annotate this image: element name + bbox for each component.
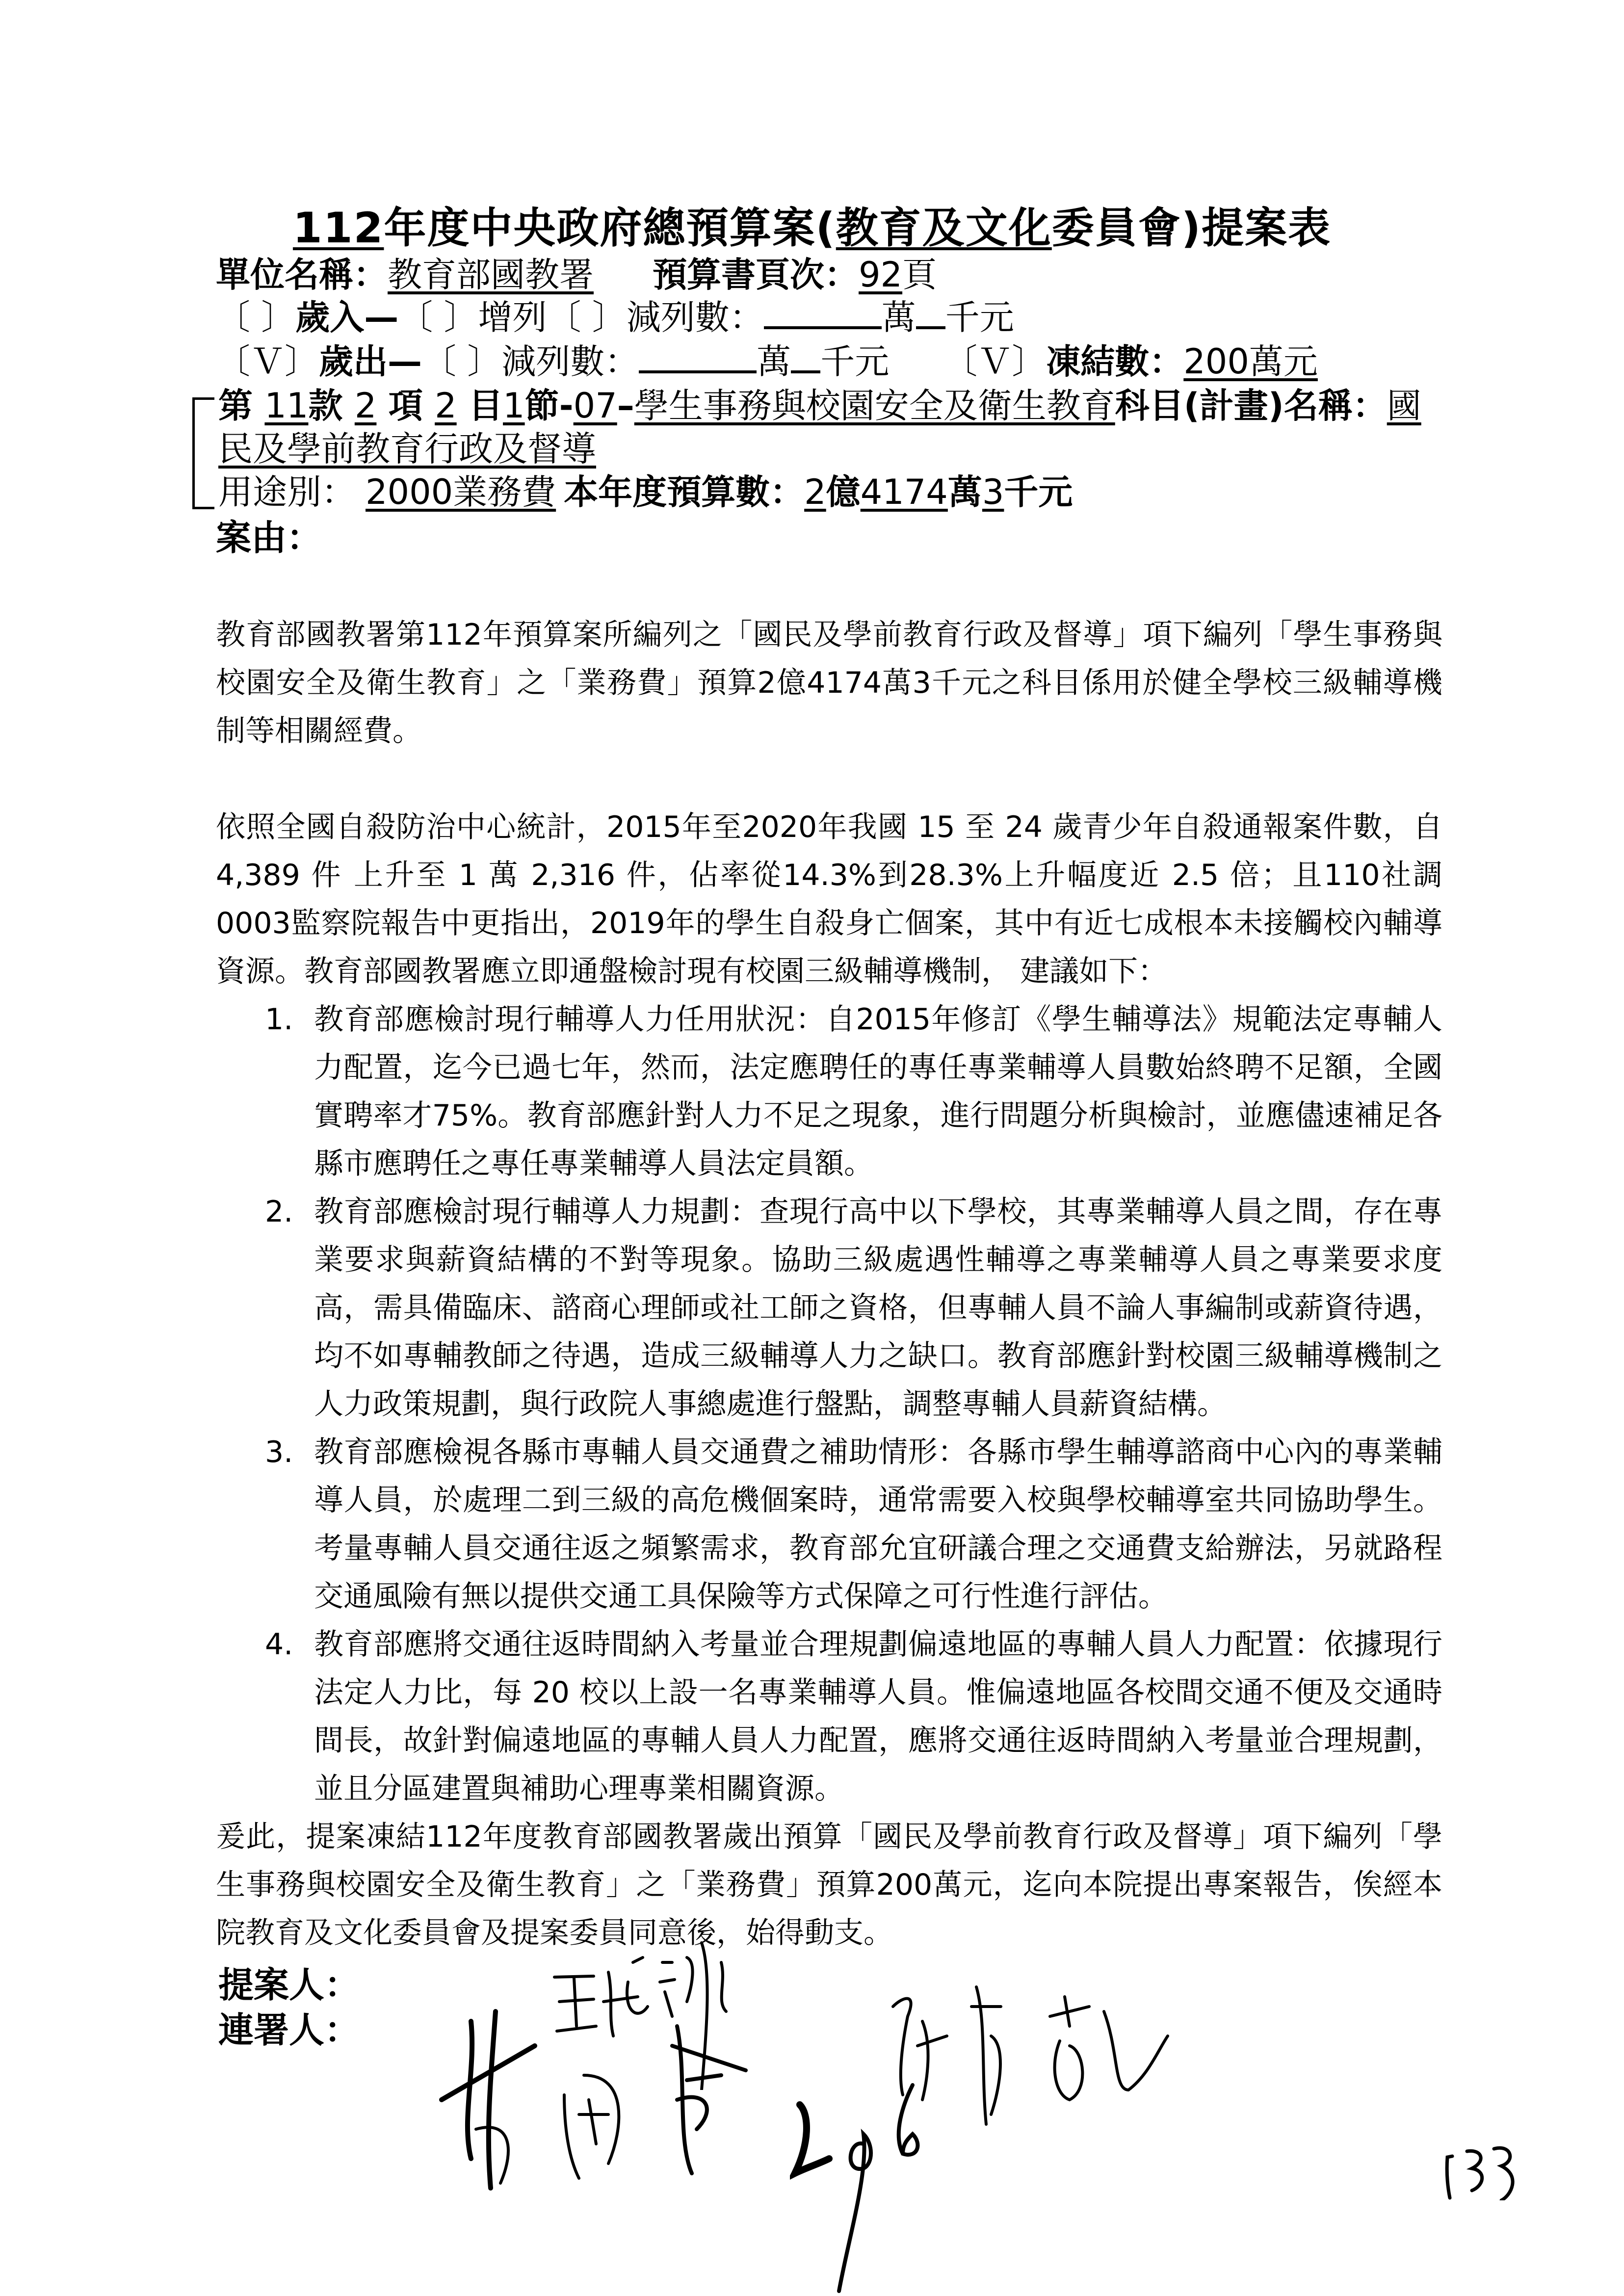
revenue-qian: 千元 [945, 297, 1014, 338]
expense-label: 歲出— [319, 341, 422, 382]
item-kuan: 11 [264, 386, 309, 426]
revenue-qian-blank [916, 301, 945, 329]
page-unit: 頁 [902, 255, 937, 295]
item-name-value-2: 民及學前教育行政及督導 [218, 429, 596, 469]
handwritten-number [790, 2075, 986, 2296]
use-label: 用途別： [218, 472, 356, 512]
title-suffix: 委員會)提案表 [1051, 204, 1332, 253]
recommendations-list [216, 995, 1442, 1813]
recommendation-item [216, 1428, 1442, 1620]
item-mu: 2 [435, 386, 457, 426]
unit-value: 教育部國教署 [388, 255, 594, 295]
item-jie-label: 節- [524, 386, 574, 426]
unit-label: 單位名稱： [216, 255, 388, 295]
revenue-wan: 萬 [881, 297, 916, 338]
budget-qian: 3 [982, 472, 1004, 512]
recommendation-text: 教育部應檢視各縣市專輔人員交通費之補助情形：各縣市學生輔導諮商中心內的專業輔導人員，於處理二到三級的高危機個案時，通常需要入校與學校輔導室共同協助學生。考量專輔人員交通往返之頻繁需求，教育部允宜研議合理之交通費支給辦法，另就路程交通風險有無以提供交通工具保險等方式保障之可行性進行評估。 [314, 1435, 1442, 1614]
recommendation-number: 3. [265, 1435, 293, 1469]
expense-wan-blank [639, 345, 757, 373]
item-jie: 1 [503, 386, 525, 426]
recommendation-item [216, 1188, 1442, 1428]
paragraph-conclusion: 爰此，提案凍結112年度教育部國教署歲出預算「國民及學前教育行政及督導」項下編列「學生事務與校園安全及衛生教育」之「業務費」預算200萬元，迄向本院提出專案報告，俟經本院教育及文化委員會及提案委員同意後，始得動支。 [216, 1820, 1442, 1950]
item-line [218, 386, 1421, 426]
page-value: 92 [859, 255, 903, 295]
item-line-continued [218, 429, 596, 469]
item-subject: 學生事務與校園安全及衛生教育 [634, 386, 1115, 426]
item-xiang-label: 項 [376, 386, 435, 426]
revenue-line [216, 297, 1014, 338]
use-line [218, 472, 1073, 512]
recommendation-number: 1. [265, 1002, 293, 1037]
freeze-label: 凍結數： [1046, 341, 1184, 382]
recommendation-text: 教育部應檢討現行輔導人力任用狀況：自2015年修訂《學生輔導法》規範法定專輔人力配置，迄今已過七年，然而，法定應聘任的專任專業輔導人員數始終聘不足額，全國實聘率才75%。教育部應針對人力不足之現象，進行問題分析與檢討，並應儘速補足各縣市應聘任之專任專業輔導人員法定員額。 [314, 1002, 1442, 1181]
page-label: 預算書頁次： [653, 255, 859, 295]
revenue-checkbox: 〔 〕 [216, 297, 296, 338]
page-number [1438, 2141, 1526, 2200]
paragraph-purpose: 教育部國教署第112年預算案所編列之「國民及學前教育行政及督導」項下編列「學生事務與校園安全及衛生教育」之「業務費」預算2億4174萬3千元之科目係用於健全學校三級輔導機制等相關經費。 [216, 618, 1442, 748]
revenue-label: 歲入— [295, 297, 399, 338]
title-prefix: 年度中央政府總預算案( [384, 204, 836, 253]
item-code: 07 [573, 386, 617, 426]
use-value: 2000業務費 [366, 472, 556, 512]
item-name-value-1: 國 [1387, 386, 1421, 426]
reason-label: 案由： [216, 517, 322, 558]
item-di: 第 [218, 386, 265, 426]
freeze-checkbox: 〔Ｖ〕 [943, 341, 1047, 382]
item-name-label: 科目(計畫)名稱： [1115, 386, 1387, 426]
expense-qian: 千元 [820, 341, 890, 382]
freeze-value: 200 [1183, 341, 1249, 382]
budget-yi: 2 [804, 472, 826, 512]
expense-qian-blank [791, 345, 820, 373]
item-kuan-label: 款 [308, 386, 355, 426]
expense-checkbox: 〔Ｖ〕 [216, 341, 319, 382]
signers-block [218, 1962, 360, 2053]
budget-label: 本年度預算數： [564, 472, 805, 512]
title-committee: 教育及文化 [836, 204, 1052, 253]
expense-decrease: 〔 〕減列數： [422, 341, 639, 382]
unit-line [216, 255, 937, 295]
proposal-body [216, 611, 1442, 1957]
title-year: 112 [292, 204, 384, 253]
expense-line [216, 341, 1318, 382]
recommendation-text: 教育部應將交通往返時間納入考量並合理規劃偏遠地區的專輔人員人力配置：依據現行法定人力比，每 20 校以上設一名專業輔導人員。惟偏遠地區各校間交通不便及交通時間長，故針對偏遠地區的專輔人員人力配置，應將交通往返時間納入考量並合理規劃，並且分區建置與補助心理專業相關資源。 [314, 1627, 1442, 1806]
item-xiang: 2 [354, 386, 377, 426]
bracket-line [192, 397, 214, 509]
proposer-label: 提案人： [218, 1964, 360, 2006]
expense-wan: 萬 [757, 341, 791, 382]
recommendation-item [216, 1620, 1442, 1813]
recommendation-number: 4. [265, 1627, 293, 1662]
page-title [0, 194, 1624, 255]
recommendation-number: 2. [265, 1195, 293, 1229]
recommendation-text: 教育部應檢討現行輔導人力規劃：查現行高中以下學校，其專業輔導人員之間，存在專業要求與薪資結構的不對等現象。協助三級處遇性輔導之專業輔導人員之專業要求度高，需具備臨床、諮商心理師或社工師之資格，但專輔人員不論人事編制或薪資待遇，均不如專輔教師之待遇，造成三級輔導人力之缺口。教育部應針對校園三級輔導機制之人力政策規劃，與行政院人事總處進行盤點，調整專輔人員薪資結構。 [314, 1195, 1442, 1421]
cosigner-label: 連署人： [218, 2009, 360, 2051]
budget-wan: 4174 [860, 472, 948, 512]
budget-wan-label: 萬 [947, 472, 982, 512]
recommendation-item [216, 995, 1442, 1188]
revenue-decrease: 〔 〕減列數： [547, 297, 764, 338]
revenue-wan-blank [764, 301, 882, 329]
freeze-unit: 萬元 [1249, 341, 1318, 382]
item-dash: – [617, 386, 634, 426]
paragraph-statistics: 依照全國自殺防治中心統計，2015年至2020年我國 15 至 24 歲青少年自殺通報案件數，自 4,389 件 上升至 1 萬 2,316 件，佔率從14.3%到28.3%上升幅度近 2.5 倍；且110社調0003監察院報告中更指出，2019年的學生自殺身亡個案，其中有近七成根本未接觸校內輔導資源。教育部國教署應立即通盤檢討現有校園三級輔導機制， 建議如下： [216, 810, 1442, 989]
budget-yi-label: 億 [826, 472, 861, 512]
budget-qian-label: 千元 [1004, 472, 1073, 512]
item-mu-label: 目 [456, 386, 503, 426]
revenue-increase: 〔 〕增列 [398, 297, 547, 338]
